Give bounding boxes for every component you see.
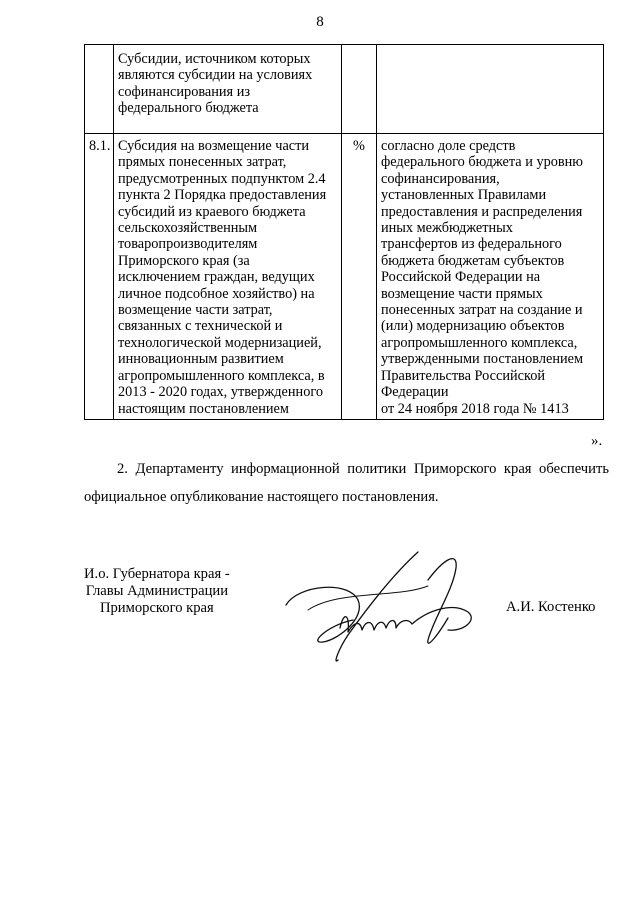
row-unit: % — [342, 134, 377, 420]
row-description — [114, 134, 342, 420]
row-condition — [377, 45, 604, 134]
description-text: Субсидии, источником которых являются субсидии на условиях софинансирования из федерального бюджета — [118, 51, 313, 117]
closing-quote: ». — [591, 433, 603, 449]
signatory-title: И.о. Губернатора края - Главы Администрации Приморского края — [84, 566, 230, 616]
signer-name: А.И. Костенко — [506, 599, 596, 615]
table-row — [85, 45, 604, 134]
row-number — [85, 45, 114, 134]
row-condition — [377, 134, 604, 420]
paragraph-publication: 2. Департаменту информационной политики Приморского края обеспечить официальное опубликование настоящего постановления. — [84, 461, 609, 505]
signature-icon — [278, 540, 508, 670]
row-description — [114, 45, 342, 134]
description-text: Субсидия на возмещение части прямых понесенных затрат, предусмотренных подпунктом 2.4 пункта 2 Порядка предоставления субсидий из краевого бюджета сельскохозяйственным товаропроизводителям Приморского края (за исключением граждан, ведущих личное подсобное хозяйство) на возмещение части затрат, связанных с технической и технологической модернизацией, инновационным развитием агропромышленного комплекса, в 2013 - 2020 годах, утвержденного настоящим постановлением — [118, 138, 327, 417]
condition-text: согласно доле средств федерального бюджета и уровню софинансирования, установленных Правилами предоставления и распределения иных межбюджетных трансфертов из федерального бюджета бюджетам субъектов Российской Федерации на возмещение части прямых понесенных затрат на создание и (или) модернизацию объектов агропромышленного комплекса, утвержденными постановлением Правительства Российской Федерации от 24 ноября 2018 года № 1413 — [381, 138, 584, 417]
page-number: 8 — [316, 14, 324, 30]
row-unit — [342, 45, 377, 134]
table-row — [85, 134, 604, 420]
subsidy-table — [84, 44, 604, 420]
row-number: 8.1. — [85, 134, 114, 420]
